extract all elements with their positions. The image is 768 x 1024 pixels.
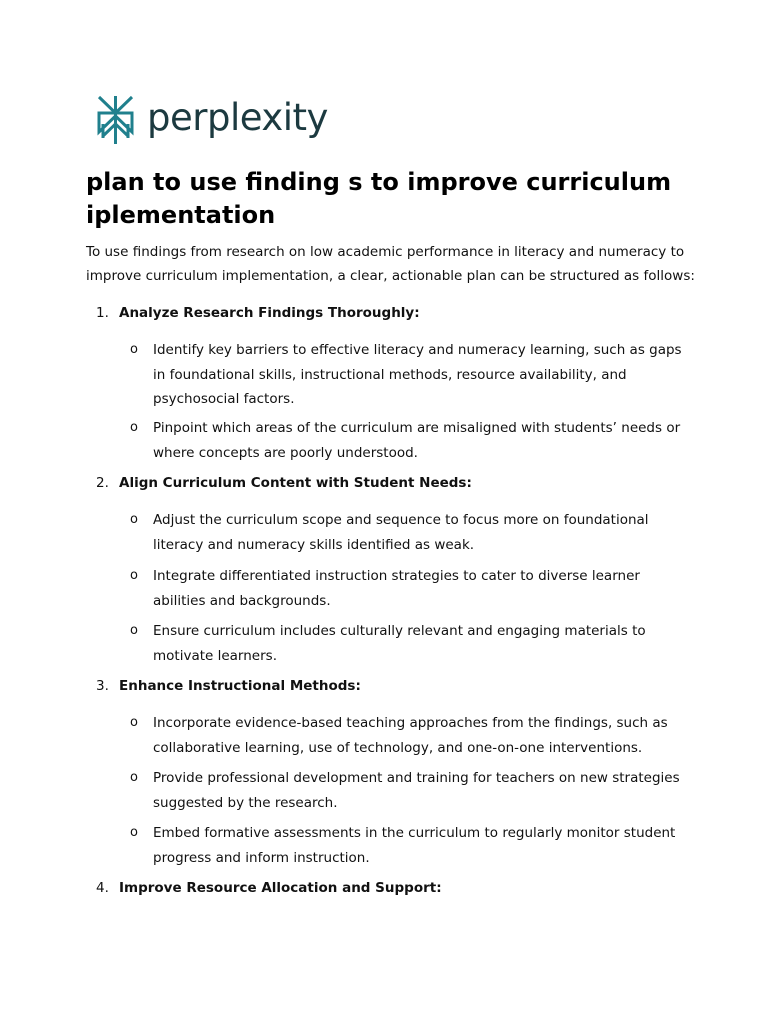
step-heading-text: Improve Resource Allocation and Support: <box>119 880 442 896</box>
bullet-text: Embed formative assessments in the curriculum to regularly monitor student progress and inform instruction. <box>153 825 676 866</box>
bullet-text: Incorporate evidence-based teaching approaches from the findings, such as collaborative learning, use of technology, and one-on-one interventions. <box>153 715 668 756</box>
perplexity-logo-icon <box>94 94 137 146</box>
list-item <box>130 821 690 870</box>
intro-paragraph: To use findings from research on low academic performance in literacy and numeracy to improve curriculum implementation, a clear, actionable plan can be structured as follows: <box>86 244 695 284</box>
page-title: plan to use finding s to improve curriculum iplementation <box>86 168 672 229</box>
step-2-heading <box>96 473 472 493</box>
step-number: 1. <box>96 305 109 321</box>
bullet-text: Ensure curriculum includes culturally relevant and engaging materials to motivate learners. <box>153 623 646 664</box>
step-heading-text: Analyze Research Findings Thoroughly: <box>119 305 420 321</box>
list-item <box>130 338 690 412</box>
bullet-marker: o <box>130 568 138 583</box>
list-item <box>130 508 690 557</box>
list-item <box>130 619 690 668</box>
bullet-text: Provide professional development and training for teachers on new strategies suggested by the research. <box>153 770 680 811</box>
bullet-text: Identify key barriers to effective literacy and numeracy learning, such as gaps in foundational skills, instructional methods, resource availability, and psychosocial factors. <box>153 342 682 407</box>
bullet-marker: o <box>130 342 138 357</box>
step-number: 2. <box>96 475 109 491</box>
logo-wordmark: perplexity <box>147 95 328 139</box>
list-item <box>130 766 690 815</box>
list-item <box>130 416 690 465</box>
perplexity-logo <box>94 94 328 146</box>
step-number: 4. <box>96 880 109 896</box>
step-number: 3. <box>96 678 109 694</box>
step-heading-text: Enhance Instructional Methods: <box>119 678 361 694</box>
step-heading-text: Align Curriculum Content with Student Needs: <box>119 475 472 491</box>
bullet-text: Adjust the curriculum scope and sequence to focus more on foundational literacy and numeracy skills identified as weak. <box>153 512 649 553</box>
list-item <box>130 711 690 760</box>
bullet-text: Integrate differentiated instruction strategies to cater to diverse learner abilities and backgrounds. <box>153 568 640 609</box>
bullet-text: Pinpoint which areas of the curriculum are misaligned with students’ needs or where concepts are poorly understood. <box>153 420 681 461</box>
step-3-heading <box>96 676 361 696</box>
bullet-marker: o <box>130 512 138 527</box>
bullet-marker: o <box>130 715 138 730</box>
bullet-marker: o <box>130 623 138 638</box>
bullet-marker: o <box>130 420 138 435</box>
bullet-marker: o <box>130 770 138 785</box>
bullet-marker: o <box>130 825 138 840</box>
step-4-heading <box>96 878 442 898</box>
list-item <box>130 564 690 613</box>
step-1-heading <box>96 303 420 323</box>
